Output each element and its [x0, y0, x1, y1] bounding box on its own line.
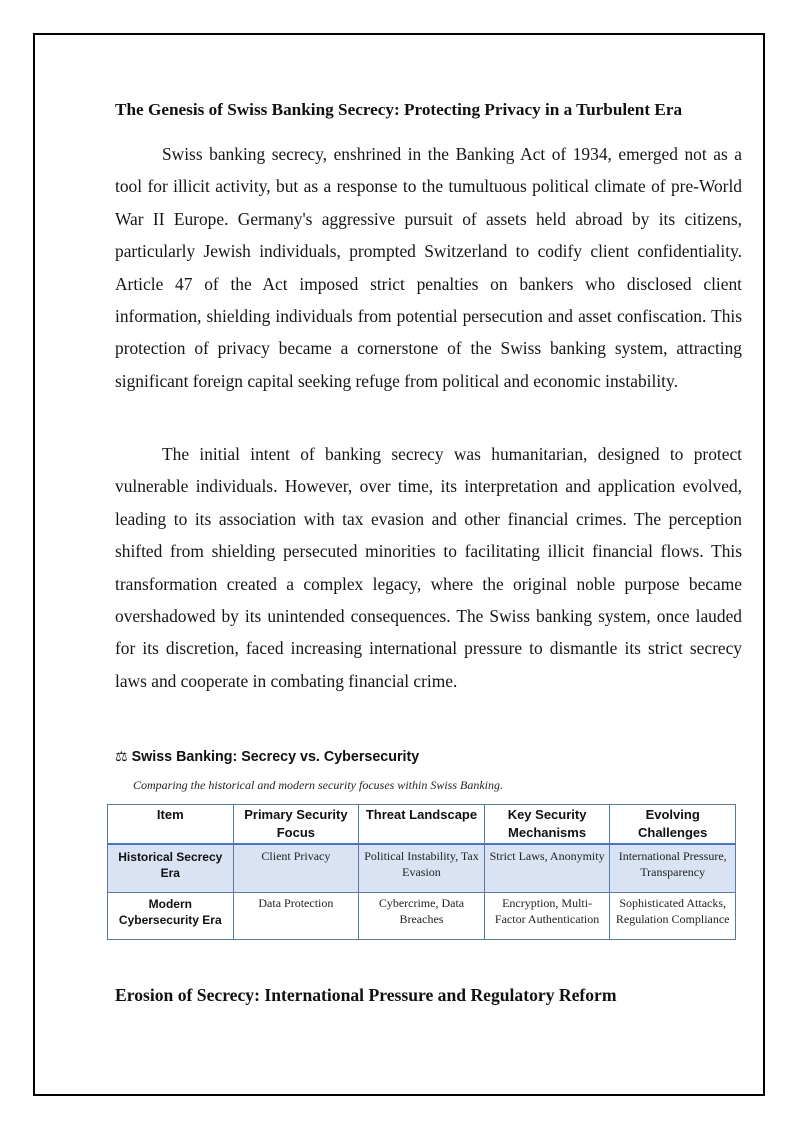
table-cell: International Pressure, Transparency [610, 844, 736, 893]
table-cell: Encryption, Multi-Factor Authentication [484, 893, 610, 940]
balance-scale-icon: ⚖ [115, 749, 128, 765]
comparison-table [107, 804, 736, 940]
table-cell: Sophisticated Attacks, Regulation Compliance [610, 893, 736, 940]
table-cell: Political Instability, Tax Evasion [359, 844, 485, 893]
column-header: Evolving Challenges [610, 805, 736, 845]
section-heading: Erosion of Secrecy: International Pressure and Regulatory Reform [115, 985, 617, 1005]
table-title-text: Swiss Banking: Secrecy vs. Cybersecurity [131, 749, 420, 765]
table-caption: Comparing the historical and modern security focuses within Swiss Banking. [133, 778, 503, 792]
table-title [115, 749, 419, 765]
table-header-row [108, 805, 736, 845]
table-row [108, 893, 736, 940]
column-header: Threat Landscape [359, 805, 485, 845]
table-cell-item: Historical Secrecy Era [108, 844, 234, 893]
table-cell-item: Modern Cybersecurity Era [108, 893, 234, 940]
section-heading: The Genesis of Swiss Banking Secrecy: Protecting Privacy in a Turbulent Era [115, 100, 683, 119]
body-paragraph: The initial intent of banking secrecy was humanitarian, designed to protect vulnerable individuals. However, over time, its interpretation and application evolved, leading to its association with tax evasion and other financial crimes. The perception shifted from shielding persecuted minorities to facilitating illicit financial flows. This transformation created a complex legacy, where the original noble purpose became overshadowed by its unintended consequences. The Swiss banking system, once lauded for its discretion, faced increasing international pressure to dismantle its strict secrecy laws and cooperate in combating financial crime. [115, 444, 742, 691]
table-cell: Data Protection [233, 893, 359, 940]
table-cell: Cybercrime, Data Breaches [359, 893, 485, 940]
column-header: Key Security Mechanisms [484, 805, 610, 845]
table-row [108, 844, 736, 893]
column-header: Primary Security Focus [233, 805, 359, 845]
body-paragraph: Swiss banking secrecy, enshrined in the Banking Act of 1934, emerged not as a tool for illicit activity, but as a response to the tumultuous political climate of pre-World War II Europe. Germany's aggressive pursuit of assets held abroad by its citizens, particularly Jewish individuals, prompted Switzerland to codify client confidentiality. Article 47 of the Act imposed strict penalties on bankers who disclosed client information, shielding individuals from potential persecution and asset confiscation. This protection of privacy became a cornerstone of the Swiss banking system, attracting significant foreign capital seeking refuge from political and economic instability. [115, 144, 742, 391]
column-header: Item [108, 805, 234, 845]
table-cell: Client Privacy [233, 844, 359, 893]
table-cell: Strict Laws, Anonymity [484, 844, 610, 893]
